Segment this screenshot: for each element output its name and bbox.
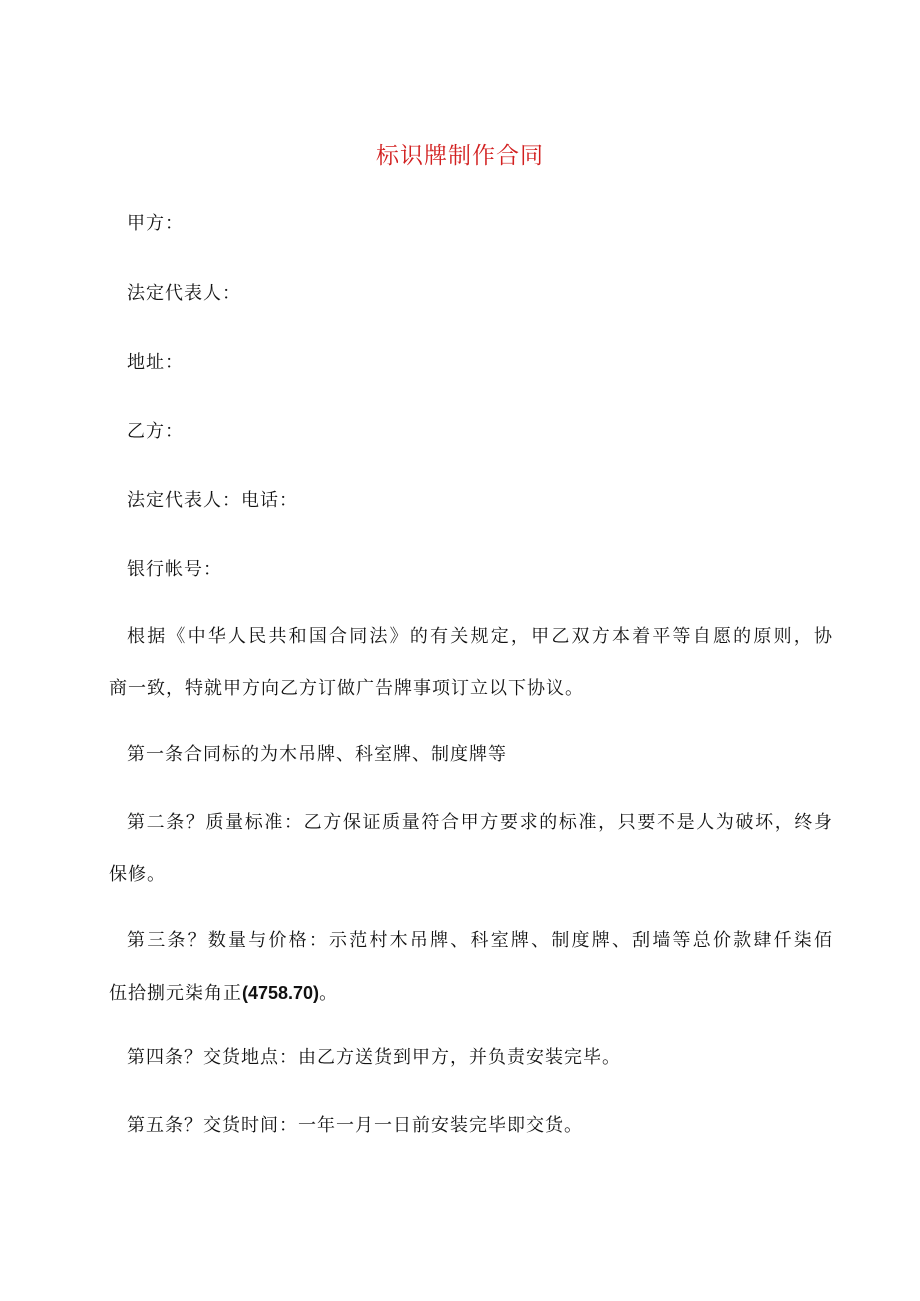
article-4: 第四条？交货地点：由乙方送货到甲方，并负责安装完毕。: [127, 1047, 621, 1068]
preamble-line-1: 根据《中华人民共和国合同法》的有关规定，甲乙双方本着平等自愿的原则，协: [127, 626, 833, 647]
article-3-line-1: 第三条？数量与价格：示范村木吊牌、科室牌、制度牌、刮墙等总价款肆仟柒佰: [127, 930, 833, 951]
article-5: 第五条？交货时间：一年一月一日前安装完毕即交货。: [127, 1115, 583, 1136]
party-b-bank-account: 银行帐号：: [127, 559, 222, 580]
party-a-label: 甲方：: [127, 213, 184, 234]
article-2-line-1: 第二条？质量标准：乙方保证质量符合甲方要求的标准，只要不是人为破坏，终身: [127, 812, 833, 833]
party-b-legal-rep-phone: 法定代表人：电话：: [127, 490, 298, 511]
article-1: 第一条合同标的为木吊牌、科室牌、制度牌等: [127, 744, 507, 765]
page-title: 标识牌制作合同: [376, 143, 544, 169]
article-3-amount-number: (4758.70): [242, 983, 320, 1003]
article-2-line-2: 保修。: [109, 864, 166, 885]
article-3-line-2: [109, 980, 833, 1006]
party-a-legal-rep: 法定代表人：: [127, 283, 241, 304]
party-b-label: 乙方：: [127, 421, 184, 442]
preamble-paragraph: [109, 624, 833, 702]
preamble-line-2: 商一致，特就甲方向乙方订做广告牌事项订立以下协议。: [109, 678, 584, 699]
article-3-paragraph: [109, 928, 833, 1006]
party-a-address: 地址：: [127, 352, 184, 373]
article-3-amount-words: 伍拾捌元柒角正: [109, 983, 242, 1004]
article-2-paragraph: [109, 810, 833, 888]
article-3-period: 。: [319, 983, 339, 1004]
